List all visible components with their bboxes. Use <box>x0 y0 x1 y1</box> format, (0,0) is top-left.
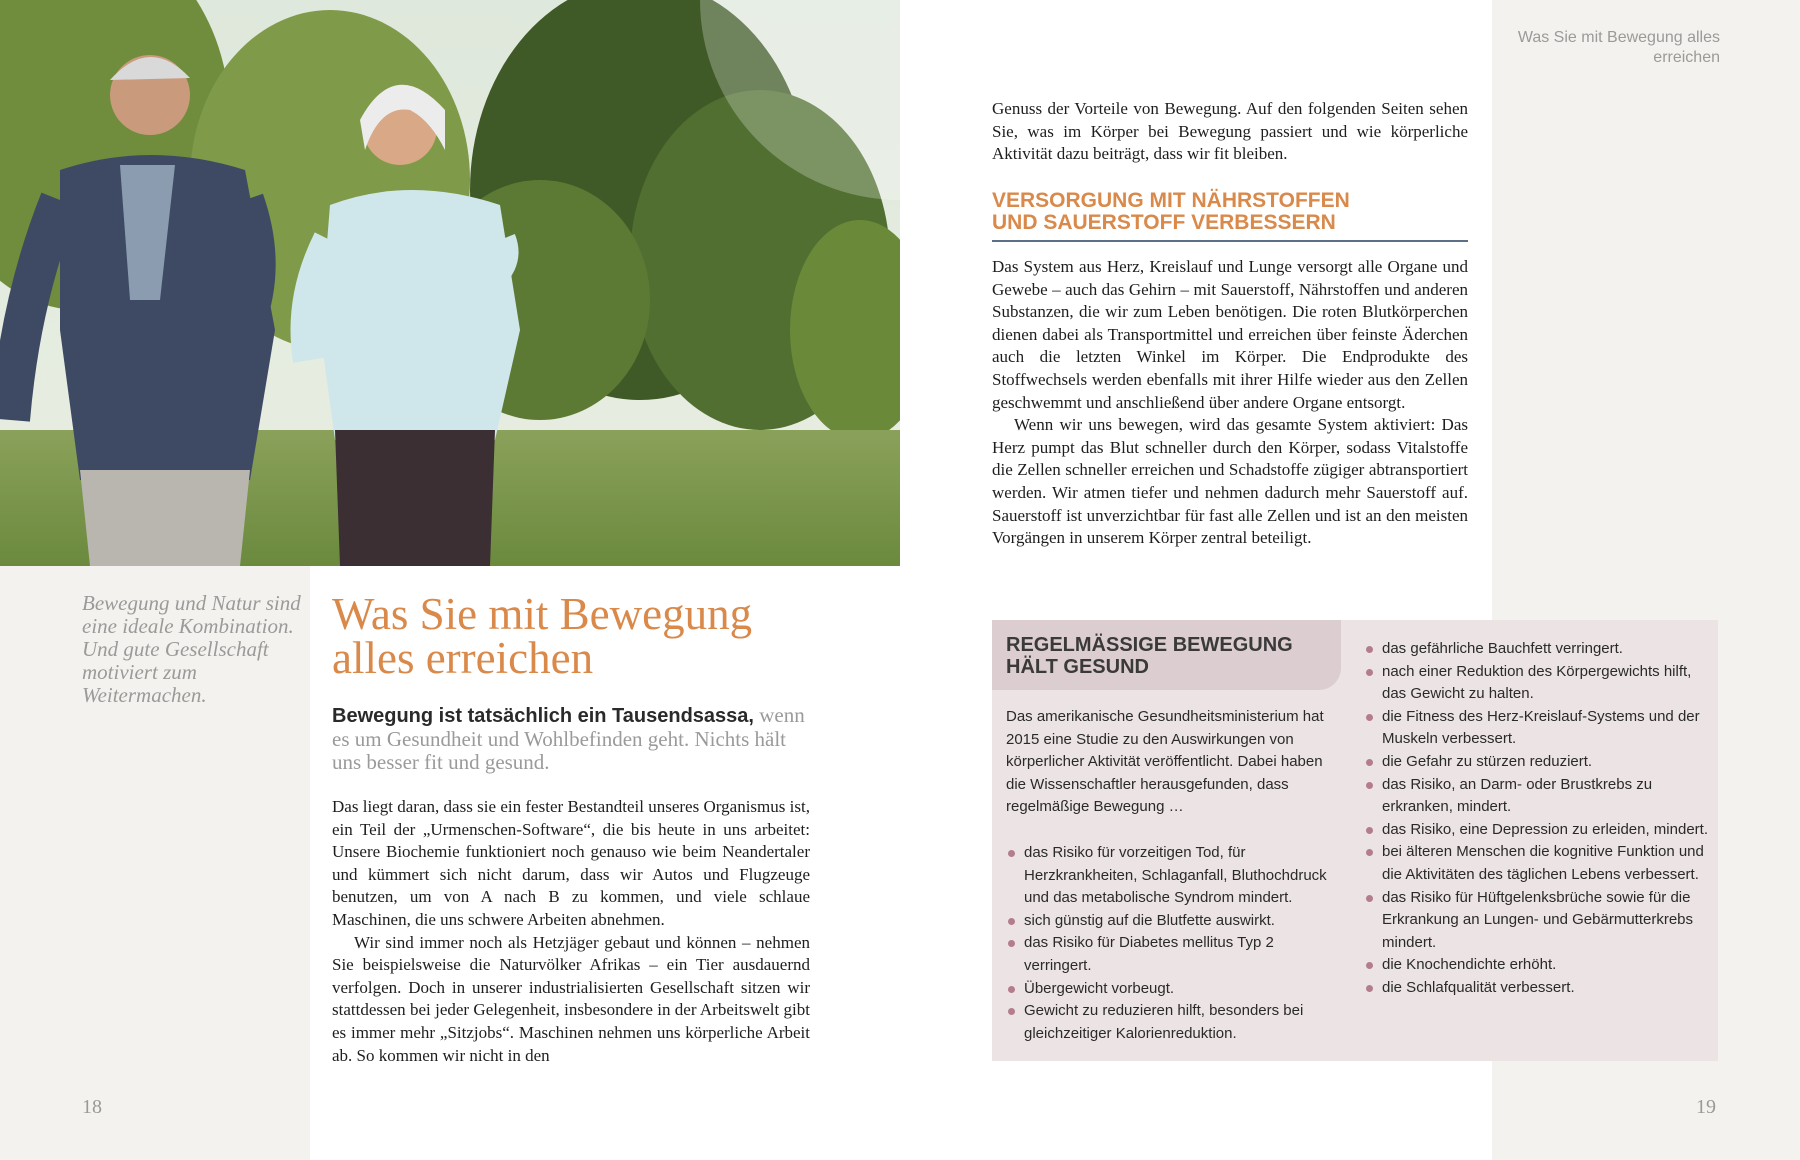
list-item: das gefährliche Bauchfett verringert. <box>1364 638 1708 661</box>
running-head: Was Sie mit Bewegung alles erreichen <box>1517 29 1720 66</box>
list-item: bei älteren Menschen die kognitive Funktion und die Aktivitäten des täglichen Lebens verbessert. <box>1364 841 1708 886</box>
section-heading-line-2: UND SAUERSTOFF VERBESSERN <box>992 211 1336 234</box>
list-item: nach einer Reduktion des Körpergewichts hilft, das Gewicht zu halten. <box>1364 661 1708 706</box>
list-item: die Knochendichte erhöht. <box>1364 954 1708 977</box>
body-paragraph: Das liegt daran, dass sie ein fester Bestandteil unseres Organismus ist, ein Teil der „Urmenschen-Software“, die bis heute in uns arbeitet: Unsere Biochemie funktioniert noch genauso wie beim Neandertaler und kümmert sich nicht darum, dass wir Autos und Flugzeuge benutzen, um von A nach B zu kommen, und viele schlaue Maschinen, die uns schwere Arbeiten abnehmen. <box>332 797 810 929</box>
intro-paragraph <box>332 704 812 774</box>
photo-caption: Bewegung und Natur sind eine ideale Kombination. Und gute Gesellschaft motiviert zum Weitermachen. <box>82 591 301 707</box>
info-box-title-line-2: HÄLT GESUND <box>1006 656 1149 678</box>
jogging-couple-photo <box>0 0 900 566</box>
intro-rest: wenn es um Gesundheit und Wohlbefinden geht. Nichts hält uns besser fit und gesund. <box>332 703 805 774</box>
page-number-right: 19 <box>1696 1096 1716 1118</box>
body-column-right-top <box>992 98 1468 166</box>
list-item: Übergewicht vorbeugt. <box>1006 978 1336 1001</box>
info-box-intro: Das amerikanische Gesundheitsministerium hat 2015 eine Studie zu den Auswirkungen von körperlicher Aktivität veröffentlicht. Dabei haben die Wissenschaftler herausgefunden, dass regelmäßige Bewegung … <box>1006 708 1324 816</box>
section-heading-line-1: VERSORGUNG MIT NÄHRSTOFFEN <box>992 189 1350 212</box>
info-box-title <box>1006 634 1336 678</box>
list-item: das Risiko, an Darm- oder Brustkrebs zu erkranken, mindert. <box>1364 774 1708 819</box>
info-box-title-line-1: REGELMÄSSIGE BEWEGUNG <box>1006 634 1293 656</box>
body-paragraph: Wir sind immer noch als Hetzjäger gebaut und können – nehmen Sie beispielsweise die Naturvölker Afrikas – ein Tier ausdauernd verfolgen. Doch in unserer industrialisierten Gesellschaft sitzen wir stattdessen bei jeder Gelegenheit, insbesondere in der Arbeitswelt gibt es immer mehr „Sitzjobs“. Maschinen nehmen uns körperliche Arbeit ab. So kommen wir nicht in den <box>332 932 810 1065</box>
page-number-left: 18 <box>82 1096 102 1118</box>
info-box-list-right <box>1364 638 1708 1000</box>
list-item: Gewicht zu reduzieren hilft, besonders bei gleichzeitiger Kalorienreduktion. <box>1006 1000 1336 1045</box>
list-item: sich günstig auf die Blutfette auswirkt. <box>1006 910 1336 933</box>
section-heading <box>992 190 1468 242</box>
body-column-left <box>332 796 810 1067</box>
list-item: die Gefahr zu stürzen reduziert. <box>1364 751 1708 774</box>
list-item: das Risiko für vorzeitigen Tod, für Herzkrankheiten, Schlaganfall, Bluthochdruck und das metabolische Syndrom mindert. <box>1006 842 1336 910</box>
body-paragraph: Das System aus Herz, Kreislauf und Lunge versorgt alle Organe und Gewebe – auch das Gehirn – mit Sauerstoff, Nährstoffen und anderen Substanzen, die wir zum Leben benötigen. Die roten Blutkörperchen dienen dabei als Transportmittel und erreichen über feinste Äderchen auch die letzten Winkel im Körper. Die Endprodukte des Stoffwechsels werden ebenfalls mit ihrer Hilfe wieder aus den Zellen geschwemmt und anschließend über andere Organe entsorgt. <box>992 257 1468 412</box>
body-paragraph: Wenn wir uns bewegen, wird das gesamte System aktiviert: Das Herz pumpt das Blut schneller durch den Körper, sodass Vitalstoffe die Zellen schneller erreichen und Schadstoffe zügiger abtransportiert werden. Wir atmen tiefer und nehmen dadurch mehr Sauerstoff auf. Sauerstoff ist unverzichtbar für fast alle Zellen und ist an den meisten Vorgängen in unserem Körper zentral beteiligt. <box>992 415 1468 548</box>
list-item: das Risiko für Hüftgelenksbrüche sowie für die Erkrankung an Lungen- und Gebärmutterkrebs mindert. <box>1364 887 1708 955</box>
list-item: das Risiko für Diabetes mellitus Typ 2 verringert. <box>1006 932 1336 977</box>
intro-lead: Bewegung ist tatsächlich ein Tausendsassa, <box>332 705 754 727</box>
body-paragraph: Genuss der Vorteile von Bewegung. Auf den folgenden Seiten sehen Sie, was im Körper bei Bewegung passiert und wie körperliche Aktivität dazu beiträgt, dass wir fit bleiben. <box>992 99 1468 164</box>
list-item: das Risiko, eine Depression zu erleiden, mindert. <box>1364 819 1708 842</box>
list-item: die Fitness des Herz-Kreislauf-Systems und der Muskeln verbessert. <box>1364 706 1708 751</box>
list-item: die Schlafqualität verbessert. <box>1364 977 1708 1000</box>
page-title: Was Sie mit Bewegung alles erreichen <box>332 589 753 683</box>
info-box-list-left <box>1006 842 1336 1045</box>
body-column-right <box>992 256 1468 550</box>
